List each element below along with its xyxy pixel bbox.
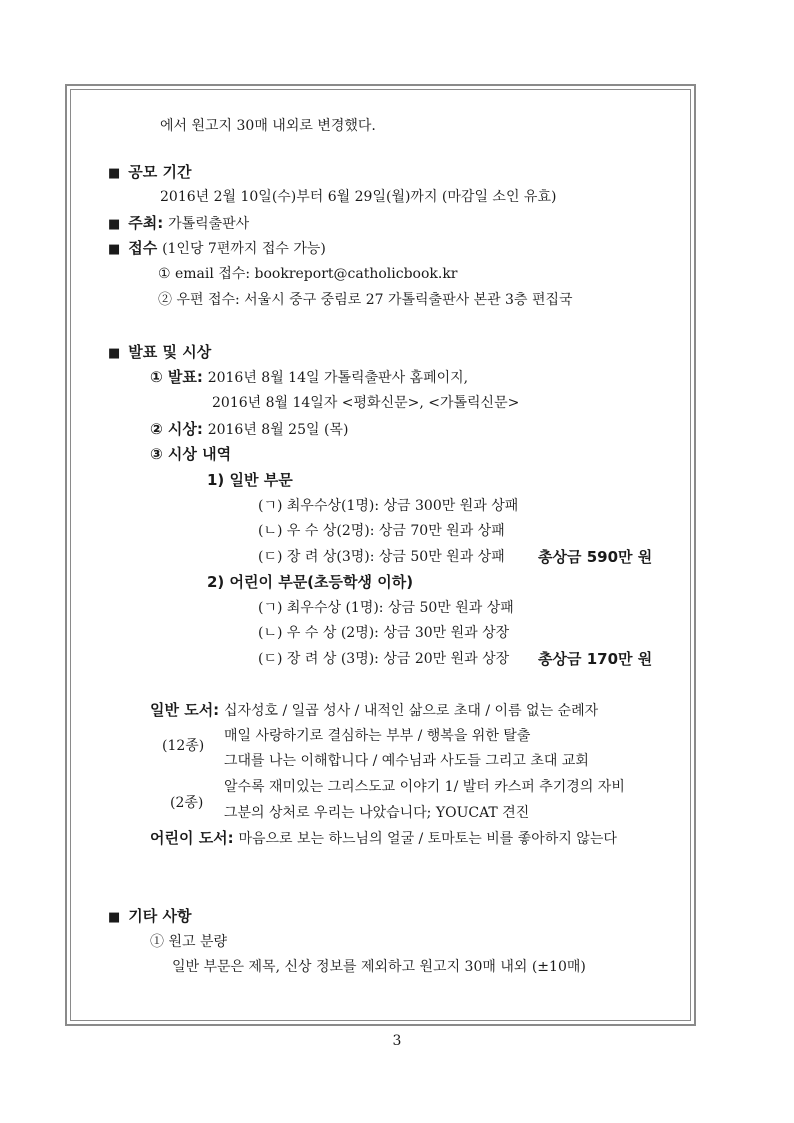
group1-line1: 매일 사랑하기로 결심하는 부부 / 행복을 위한 탈출 xyxy=(224,728,531,744)
section-award xyxy=(108,342,211,364)
group2-line2: 그분의 상처로 우리는 나았습니다; YOUCAT 견진 xyxy=(224,805,530,821)
ceremony-row xyxy=(150,419,348,440)
host-label: 주최: xyxy=(128,214,164,232)
general-prize-row: (ㄴ) 우 수 상(2명): 상금 70만 원과 상패 xyxy=(258,523,505,539)
period-heading: 공모 기간 xyxy=(128,163,192,181)
square-bullet-icon: ■ xyxy=(108,346,121,361)
general-books-label: 일반 도서: xyxy=(150,701,220,719)
group1-line2: 그대를 나는 이해합니다 / 예수님과 사도들 그리고 초대 교회 xyxy=(224,753,589,769)
section-submission xyxy=(108,238,326,260)
announce-line2: 2016년 8월 14일자 <평화신문>, <가톨릭신문> xyxy=(212,395,520,411)
host-value: 가톨릭출판사 xyxy=(168,216,250,232)
general-prize-row: (ㄱ) 최우수상(1명): 상금 300만 원과 상패 xyxy=(258,498,519,514)
square-bullet-icon: ■ xyxy=(108,242,121,257)
continuation-text: 에서 원고지 30매 내외로 변경했다. xyxy=(160,118,376,134)
submission-note: (1인당 7편까지 접수 가능) xyxy=(162,241,326,257)
submission-label: 접수 xyxy=(128,239,158,257)
period-text: 2016년 2월 10일(수)부터 6월 29일(월)까지 (마감일 소인 유효) xyxy=(160,189,557,205)
section-host xyxy=(108,213,249,235)
submission-email: ① email 접수: bookreport@catholicbook.kr xyxy=(158,266,458,282)
children-books-value: 마음으로 보는 하느님의 얼굴 / 토마토는 비를 좋아하지 않는다 xyxy=(238,831,617,847)
ceremony-label: ② 시상: xyxy=(150,420,203,438)
general-total: 총상금 590만 원 xyxy=(538,548,653,566)
etc-item-text: 일반 부문은 제목, 신상 정보를 제외하고 원고지 30매 내외 (±10매) xyxy=(172,959,586,975)
children-prize-row: (ㄱ) 최우수상 (1명): 상금 50만 원과 상패 xyxy=(258,600,514,616)
group1-count: (12종) xyxy=(162,738,205,754)
general-category-title: 1) 일반 부문 xyxy=(207,471,293,489)
general-prize-row: (ㄷ) 장 려 상(3명): 상금 50만 원과 상패 xyxy=(258,549,505,565)
square-bullet-icon: ■ xyxy=(108,166,121,181)
children-category-title: 2) 어린이 부문(초등학생 이하) xyxy=(207,573,414,591)
children-total: 총상금 170만 원 xyxy=(538,650,653,668)
children-books-label: 어린이 도서: xyxy=(150,829,234,847)
page-number: 3 xyxy=(392,1033,402,1049)
general-books-line1: 십자성호 / 일곱 성사 / 내적인 삶으로 초대 / 이름 없는 순례자 xyxy=(223,703,599,719)
announce-label: ① 발표: xyxy=(150,368,203,386)
group2-count: (2종) xyxy=(170,795,204,811)
group2-line1: 알수록 재미있는 그리스도교 이야기 1/ 발터 카스퍼 추기경의 자비 xyxy=(224,779,625,795)
section-period xyxy=(108,162,191,184)
etc-heading: 기타 사항 xyxy=(128,907,192,925)
ceremony-value: 2016년 8월 25일 (목) xyxy=(207,422,349,438)
announce-line1: 2016년 8월 14일 가톨릭출판사 홈페이지, xyxy=(207,370,469,386)
section-etc xyxy=(108,906,191,928)
submission-post: ② 우편 접수: 서울시 중구 중림로 27 가톨릭출판사 본관 3층 편집국 xyxy=(158,292,573,308)
award-heading: 발표 및 시상 xyxy=(128,343,212,361)
children-prize-row: (ㄴ) 우 수 상 (2명): 상금 30만 원과 상장 xyxy=(258,625,510,641)
children-books-row xyxy=(150,828,617,849)
announce-row xyxy=(150,367,468,388)
general-books-row xyxy=(150,700,598,721)
etc-item-label: ① 원고 분량 xyxy=(150,934,227,950)
square-bullet-icon: ■ xyxy=(108,217,121,232)
details-label: ③ 시상 내역 xyxy=(150,445,232,463)
children-prize-row: (ㄷ) 장 려 상 (3명): 상금 20만 원과 상장 xyxy=(258,651,510,667)
square-bullet-icon: ■ xyxy=(108,910,121,925)
